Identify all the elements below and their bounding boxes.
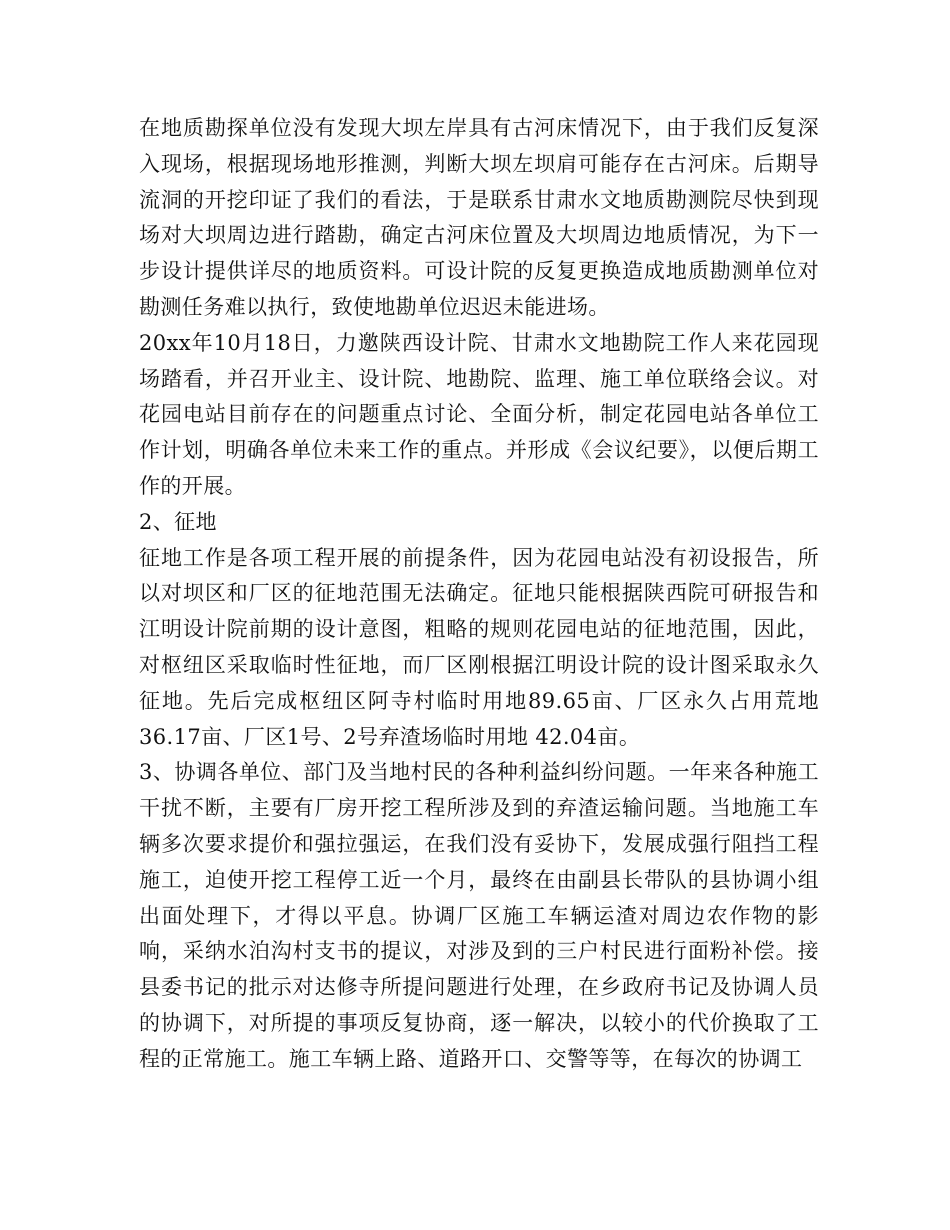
paragraph-meeting: 20xx年10月18日，力邀陕西设计院、甘肃水文地勘院工作人来花园现场踏看，并召开业主、设计院、地勘院、监理、施工单位联络会议。对花园电站目前存在的问题重点讨论、全面分析，制定花园电站各单位工作计划，明确各单位未来工作的重点。并形成《会议纪要》，以便后期工作的开展。 bbox=[139, 330, 819, 498]
document-body bbox=[139, 111, 819, 1078]
paragraph-geology: 在地质勘探单位没有发现大坝左岸具有古河床情况下，由于我们反复深入现场，根据现场地形推测，判断大坝左坝肩可能存在古河床。后期导流洞的开挖印证了我们的看法，于是联系甘肃水文地质勘测院尽快到现场对大坝周边进行踏勘，确定古河床位置及大坝周边地质情况，为下一步设计提供详尽的地质资料。可设计院的反复更换造成地质勘测单位对勘测任务难以执行，致使地勘单位迟迟未能进场。 bbox=[139, 116, 819, 319]
paragraph-land-acquisition: 征地工作是各项工程开展的前提条件，因为花园电站没有初设报告，所以对坝区和厂区的征地范围无法确定。征地只能根据陕西院可研报告和江明设计院前期的设计意图，粗略的规则花园电站的征地范围，因此，对枢纽区采取临时性征地，而厂区刚根据江明设计院的设计图采取永久征地。先后完成枢纽区阿寺村临时用地89.65亩、厂区永久占用荒地36.17亩、厂区1号、2号弃渣场临时用地 42.04亩。 bbox=[139, 545, 819, 749]
paragraph-coordination: 3、协调各单位、部门及当地村民的各种利益纠纷问题。一年来各种施工干扰不断，主要有厂房开挖工程所涉及到的弃渣运输问题。当地施工车辆多次要求提价和强拉强运，在我们没有妥协下，发展成强行阻挡工程施工，迫使开挖工程停工近一个月，最终在由副县长带队的县协调小组出面处理下，才得以平息。协调厂区施工车辆运渣对周边农作物的影响，采纳水泊沟村支书的提议，对涉及到的三户村民进行面粉补偿。接县委书记的批示对达修寺所提问题进行处理，在乡政府书记及协调人员的协调下，对所提的事项反复协商，逐一解决，以较小的代价换取了工程的正常施工。施工车辆上路、道路开口、交警等等，在每次的协调工 bbox=[139, 760, 819, 1071]
section-heading-land: 2、征地 bbox=[139, 509, 217, 534]
